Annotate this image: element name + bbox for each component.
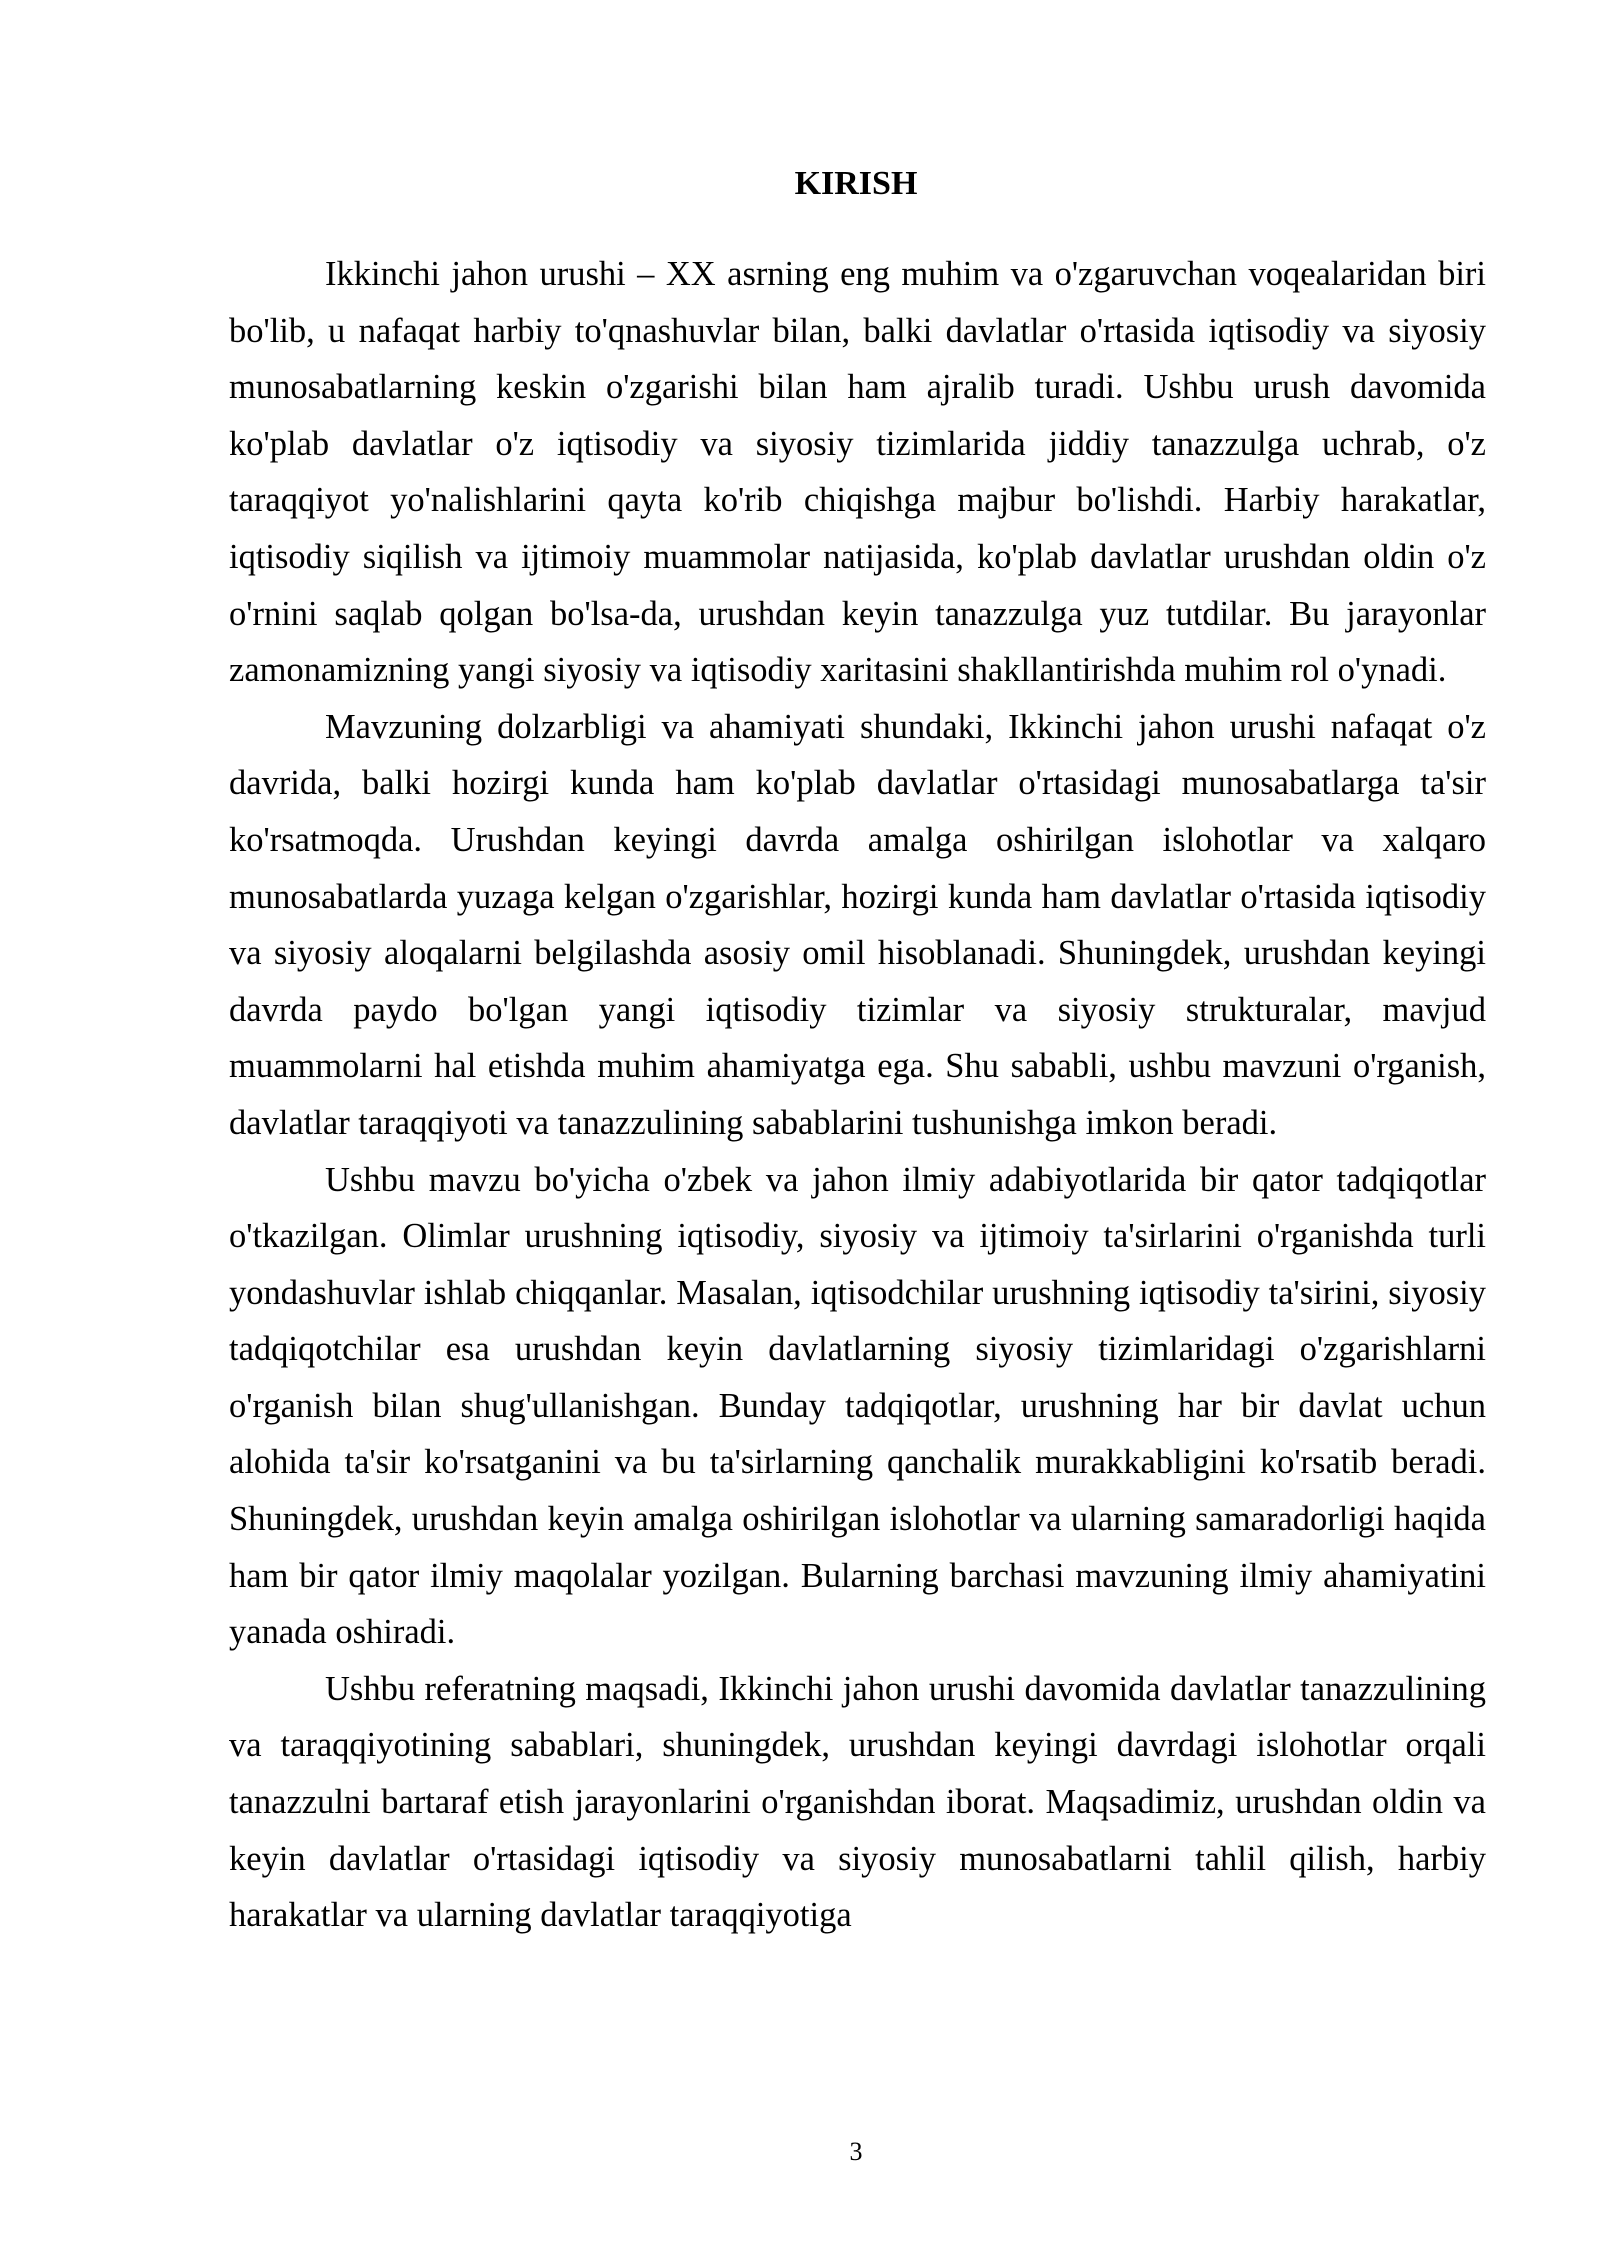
paragraph-relevance: Mavzuning dolzarbligi va ahamiyati shundaki, Ikkinchi jahon urushi nafaqat o'z davrida, balki hozirgi kunda ham ko'plab davlatlar o'rtasidagi munosabatlarga ta'sir ko'rsatmoqda. Urushdan keyingi davrda amalga oshirilgan islohotlar va xalqaro munosabatlarda yuzaga kelgan o'zgarishlar, hozirgi kunda ham davlatlar o'rtasida iqtisodiy va siyosiy aloqalarni belgilashda asosiy omil hisoblanadi. Shuningdek, urushdan keyingi davrda paydo bo'lgan yangi iqtisodiy tizimlar va siyosiy strukturalar, mavjud muammolarni hal etishda muhim ahamiyatga ega. Shu sababli, ushbu mavzuni o'rganish, davlatlar taraqqiyoti va tanazzulining sabablarini tushunishga imkon beradi. [229, 707, 1486, 1142]
paragraph-intro: Ikkinchi jahon urushi – XX asrning eng muhim va o'zgaruvchan voqealaridan biri bo'lib, u nafaqat harbiy to'qnashuvlar bilan, balki davlatlar o'rtasida iqtisodiy va siyosiy munosabatlarning keskin o'zgarishi bilan ham ajralib turadi. Ushbu urush davomida ko'plab davlatlar o'z iqtisodiy va siyosiy tizimlarida jiddiy tanazzulga uchrab, o'z taraqqiyot yo'nalishlarini qayta ko'rib chiqishga majbur bo'lishdi. Harbiy harakatlar, iqtisodiy siqilish va ijtimoiy muammolar natijasida, ko'plab davlatlar urushdan oldin o'z o'rnini saqlab qolgan bo'lsa-da, urushdan keyin tanazzulga yuz tutdilar. Bu jarayonlar zamonamizning yangi siyosiy va iqtisodiy xaritasini shakllantirishda muhim rol o'ynadi. [229, 255, 1486, 690]
section-heading: KIRISH [794, 165, 918, 202]
body-text [229, 246, 1486, 1944]
paragraph-purpose: Ushbu referatning maqsadi, Ikkinchi jahon urushi davomida davlatlar tanazzulining va taraqqiyotining sabablari, shuningdek, urushdan keyingi davrdagi islohotlar orqali tanazzulni bartaraf etish jarayonlarini o'rganishdan iborat. Maqsadimiz, urushdan oldin va keyin davlatlar o'rtasidagi iqtisodiy va siyosiy munosabatlarni tahlil qilish, harbiy harakatlar va ularning davlatlar taraqqiyotiga [229, 1669, 1486, 1935]
page-number: 3 [849, 2137, 863, 2166]
paragraph-literature: Ushbu mavzu bo'yicha o'zbek va jahon ilmiy adabiyotlarida bir qator tadqiqotlar o'tkazilgan. Olimlar urushning iqtisodiy, siyosiy va ijtimoiy ta'sirlarini o'rganishda turli yondashuvlar ishlab chiqqanlar. Masalan, iqtisodchilar urushning iqtisodiy ta'sirini, siyosiy tadqiqotchilar esa urushdan keyin davlatlarning siyosiy tizimlaridagi o'zgarishlarni o'rganish bilan shug'ullanishgan. Bunday tadqiqotlar, urushning har bir davlat uchun alohida ta'sir ko'rsatganini va bu ta'sirlarning qanchalik murakkabligini ko'rsatib beradi. Shuningdek, urushdan keyin amalga oshirilgan islohotlar va ularning samaradorligi haqida ham bir qator ilmiy maqolalar yozilgan. Bularning barchasi mavzuning ilmiy ahamiyatini yanada oshiradi. [229, 1160, 1486, 1652]
